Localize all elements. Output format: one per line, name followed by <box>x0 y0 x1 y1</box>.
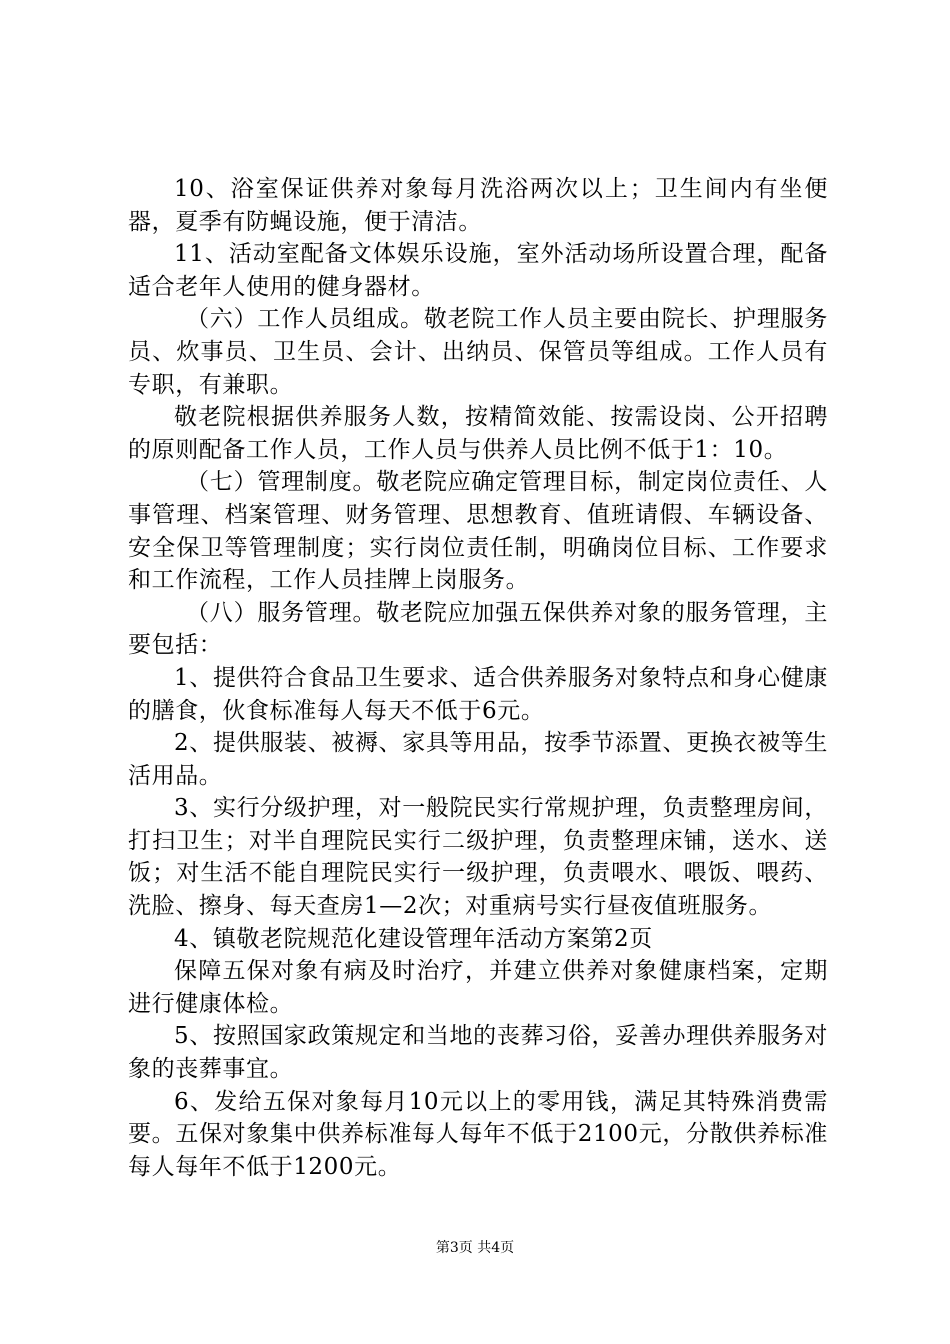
paragraph-staff-ratio: 敬老院根据供养服务人数，按精简效能、按需设岗、公开招聘的原则配备工作人员，工作人员与供养人员比例不低于1：10。 <box>128 404 828 463</box>
paragraph-item-allowance: 6、发给五保对象每月10元以上的零用钱，满足其特殊消费需要。五保对象集中供养标准每人每年不低于2100元，分散供养标准每人每年不低于1200元。 <box>128 1088 828 1180</box>
document-body <box>128 173 828 1183</box>
paragraph-bath: 10、浴室保证供养对象每月洗浴两次以上；卫生间内有坐便器，夏季有防蝇设施，便于清洁。 <box>128 176 828 235</box>
paragraph-management-system: （七）管理制度。敬老院应确定管理目标，制定岗位责任、人事管理、档案管理、财务管理、思想教育、值班请假、车辆设备、安全保卫等管理制度；实行岗位责任制，明确岗位目标、工作要求和工作流程，工作人员挂牌上岗服务。 <box>128 469 828 594</box>
paragraph-item-page-marker: 4、镇敬老院规范化建设管理年活动方案第2页 <box>174 925 653 952</box>
paragraph-item-clothing: 2、提供服装、被褥、家具等用品，按季节添置、更换衣被等生活用品。 <box>128 730 828 789</box>
paragraph-health: 保障五保对象有病及时治疗，并建立供养对象健康档案，定期进行健康体检。 <box>128 958 828 1017</box>
paragraph-item-funeral: 5、按照国家政策规定和当地的丧葬习俗，妥善办理供养服务对象的丧葬事宜。 <box>128 1023 828 1083</box>
paragraph-item-meals: 1、提供符合食品卫生要求、适合供养服务对象特点和身心健康的膳食，伙食标准每人每天不低于6元。 <box>128 664 828 724</box>
paragraph-service-management: （八）服务管理。敬老院应加强五保供养对象的服务管理，主要包括： <box>128 599 828 659</box>
paragraph-staff-composition: （六）工作人员组成。敬老院工作人员主要由院长、护理服务员、炊事员、卫生员、会计、出纳员、保管员等组成。工作人员有专职，有兼职。 <box>128 306 828 398</box>
page-footer: 第3页 共4页 <box>435 1240 515 1256</box>
paragraph-item-care: 3、实行分级护理，对一般院民实行常规护理，负责整理房间，打扫卫生；对半自理院民实行二级护理，负责整理床铺，送水、送饭；对生活不能自理院民实行一级护理，负责喂水、喂饭、喂药、洗脸、擦身、每天查房1—2次；对重病号实行昼夜值班服务。 <box>128 795 828 920</box>
paragraph-activity-room: 11、活动室配备文体娱乐设施，室外活动场所设置合理，配备适合老年人使用的健身器材。 <box>128 241 828 300</box>
